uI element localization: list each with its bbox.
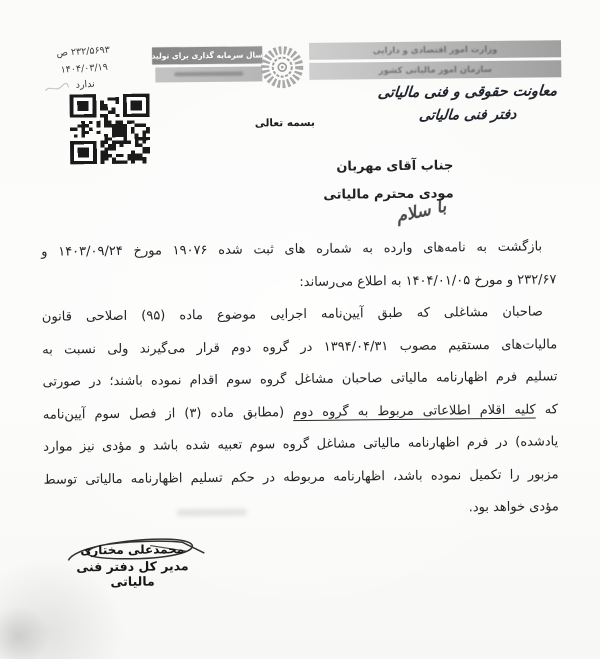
besmeleh-text: بسمه تعالی [254,116,315,130]
deputy-name: معاونت حقوقی و فنی مالیاتی [377,83,558,102]
year-slogan-text: سال سرمایه گذاری برای تولید [151,50,263,61]
body-line: که کلیه اقلام اطلاعاتی مربوط به گروه دوم (مطابق ماده (۳) از فصل سوم آیین‌نامه [42,401,558,423]
body-line: مالیات‌های مستقیم مصوب ۱۳۹۴/۰۴/۳۱ در گروه دوم قرار می‌گیرند ولی نسبت به [42,336,558,358]
body-line: صاحبان مشاغلی که طبق آیین‌نامه اجرایی موضوع ماده (۹۵) اصلاحی قانون [41,304,543,325]
qr-code [70,94,151,165]
body-line: یادشده) در فرم اظهارنامه مالیاتی مشاغل گروه سوم تعبیه شده باشد و مؤدی نیز موارد [43,434,559,455]
body-line: مؤدی خواهد بود. [468,499,559,516]
ministry-name: وزارت امور اقتصادی و دارایی [372,44,498,56]
signer-title: مدیر کل دفتر فنی مالیاتی [76,558,189,589]
letter-number: ۲۳۲/۵۶۹۳ ص [56,44,111,59]
recipient-title: مودی محترم مالیاتی [323,186,454,203]
scan-smudge [177,509,247,517]
year-slogan-banner [152,46,262,64]
letter-attachment: ندارد [75,78,96,91]
letter-date: ۱۴۰۴/۰۳/۱۹ [60,61,109,76]
body-lines [41,237,559,535]
recipient-block [323,158,454,202]
tax-organization-emblem-icon [259,44,305,90]
scan-smudge-corner [0,608,50,659]
organization-banner [309,60,561,80]
slogan-sub-banner [155,66,262,82]
signer-name: محمدعلی مختاری [80,542,185,558]
body-line: ۲۳۲/۶۷ و مورخ ۱۴۰۴/۰۱/۰۵ به اطلاع می‌رساند: [299,271,557,290]
handwritten-mark [43,80,69,94]
handwritten-greeting: با سلام [394,196,449,228]
ministry-banner [309,40,561,60]
recipient-name: جناب آقای مهربان [336,158,454,175]
body-line: مزبور را تکمیل نموده باشد، اظهارنامه مربوطه در حکم تسلیم اظهارنامه مالیاتی توسط [43,466,559,488]
office-name: دفتر فنی مالیاتی [418,106,518,124]
organization-name: سازمان امور مالیاتی کشور [378,64,493,76]
body-line: تسلیم فرم اظهارنامه مالیاتی صاحبان مشاغل گروه سوم اقدام نموده باشند؛ در صورتی [42,369,558,390]
body-line: بازگشت به نامه‌های وارده به شماره های ثبت شده ۱۹۰۷۶ مورخ ۱۴۰۳/۰۹/۲۴ و [41,239,543,260]
underlined-phrase: کلیه اقلام اطلاعاتی مربوط به گروه دوم [293,402,536,420]
signature-block [57,542,207,590]
